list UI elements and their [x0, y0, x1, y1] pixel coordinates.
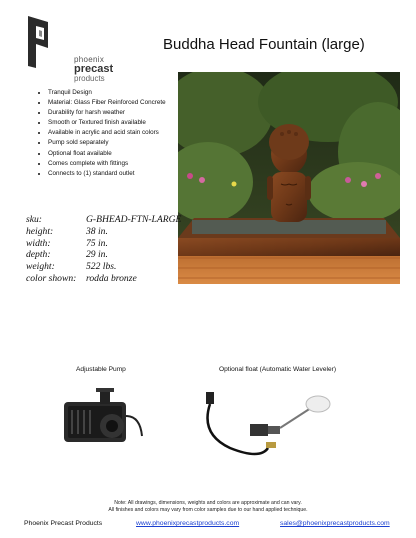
feature-item: • Smooth or Textured finish available — [48, 118, 188, 128]
product-photo — [178, 72, 400, 284]
spec-label: height: — [26, 225, 54, 237]
spec-label: color shown: — [26, 272, 77, 284]
pump-image — [60, 386, 146, 448]
company-logo — [26, 14, 114, 83]
note-line1: Note: All drawings, dimensions, weights and colors are approximate and can vary. — [114, 500, 302, 506]
pump-caption: Adjustable Pump — [76, 366, 126, 373]
spec-row — [26, 214, 181, 226]
logo-mark-icon — [26, 14, 56, 70]
spec-label: width: — [26, 237, 51, 249]
feature-item: • Tranquil Design — [48, 88, 188, 98]
spec-label: depth: — [26, 249, 51, 261]
feature-list — [36, 88, 188, 179]
feature-item: • Pump sold separately — [48, 138, 188, 148]
feature-item: • Material: Glass Fiber Reinforced Concrete — [48, 98, 188, 108]
feature-item: • Connects to (1) standard outlet — [48, 169, 188, 179]
feature-item: • Durability for harsh weather — [48, 108, 188, 118]
logo-line3: products — [74, 74, 105, 83]
disclaimer-note — [0, 500, 416, 514]
logo-text — [74, 56, 113, 83]
footer-website[interactable] — [136, 520, 239, 527]
feature-item: • Comes complete with fittings — [48, 159, 188, 169]
spec-row — [26, 249, 181, 261]
spec-row — [26, 226, 181, 238]
spec-row — [26, 261, 181, 273]
logo-line1: phoenix — [74, 55, 105, 64]
spec-value: G-BHEAD-FTN-LARGE — [86, 214, 182, 225]
spec-value: 75 in. — [86, 237, 108, 249]
website-link[interactable]: www.phoenixprecastproducts.com — [136, 520, 240, 527]
spec-value: rodda bronze — [86, 272, 137, 284]
float-caption: Optional float (Automatic Water Leveler) — [219, 366, 337, 373]
feature-item: • Available in acrylic and acid stain colors — [48, 128, 188, 138]
spec-value: 29 in. — [86, 249, 108, 261]
footer-company: Phoenix Precast Products — [24, 520, 103, 527]
spec-row — [26, 273, 181, 285]
spec-row — [26, 238, 181, 250]
logo-line2: precast — [74, 63, 114, 75]
note-line2: All finishes and colors may vary from color samples due to our hand applied technique. — [108, 507, 308, 513]
footer-email[interactable] — [280, 520, 390, 527]
spec-label: weight: — [26, 261, 55, 273]
spec-value: 522 lbs. — [86, 261, 117, 273]
email-link[interactable]: sales@phoenixprecastproducts.com — [280, 520, 390, 527]
feature-item: • Optional float available — [48, 149, 188, 159]
product-title: Buddha Head Fountain (large) — [163, 36, 365, 53]
spec-table — [26, 214, 181, 285]
spec-value: 38 in. — [86, 225, 108, 237]
float-valve-image — [196, 388, 332, 464]
spec-label: sku: — [26, 214, 42, 225]
